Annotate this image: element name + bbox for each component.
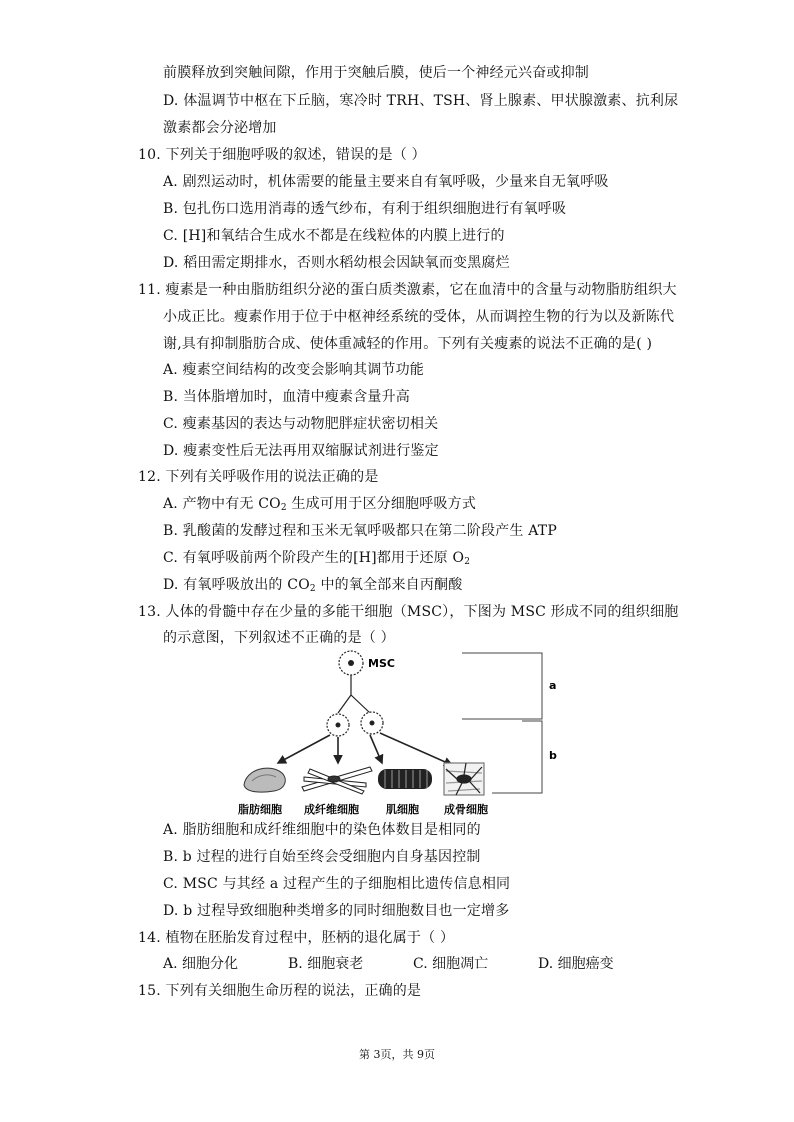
fat-cell-label: 脂肪细胞 xyxy=(238,803,282,816)
q12-option-b: B. 乳酸菌的发酵过程和玉米无氧呼吸都只在第二阶段产生 ATP xyxy=(163,523,557,539)
q10-option-b: B. 包扎伤口选用消毒的透气纱布，有利于组织细胞进行有氧呼吸 xyxy=(163,201,567,217)
msc-label: MSC xyxy=(368,657,395,670)
q11-option-c: C. 瘦素基因的表达与动物肥胖症状密切相关 xyxy=(163,416,439,432)
q15-stem: 15. 下列有关细胞生命历程的说法，正确的是 xyxy=(138,983,422,999)
q13-option-a: A. 脂肪细胞和成纤维细胞中的染色体数目是相同的 xyxy=(163,822,481,838)
q10-option-d: D. 稻田需定期排水，否则水稻幼根会因缺氧而变黑腐烂 xyxy=(163,255,510,271)
q14-stem: 14. 植物在胚胎发育过程中，胚柄的退化属于（ ） xyxy=(138,930,455,946)
q13-option-d: D. b 过程导致细胞种类增多的同时细胞数目也一定增多 xyxy=(163,903,510,919)
q12-option-d: D. 有氧呼吸放出的 $CO_2$ 中的氧全部来自丙酮酸 xyxy=(163,577,463,594)
daughter-cell-left xyxy=(327,714,349,736)
q11-option-a: A. 瘦素空间结构的改变会影响其调节功能 xyxy=(163,362,425,378)
bracket-b-label: b xyxy=(549,749,557,762)
q10-stem: 10. 下列关于细胞呼吸的叙述，错误的是（ ） xyxy=(138,147,426,163)
q12-option-a: A. 产物中有无 $CO_2$ 生成可用于区分细胞呼吸方式 xyxy=(163,496,477,513)
q12-option-c: C. 有氧呼吸前两个阶段产生的[H]都用于还原 $O_2$ xyxy=(163,550,471,567)
muscle-cell-label: 肌细胞 xyxy=(386,803,419,816)
q14-option-d: D. 细胞癌变 xyxy=(538,956,614,972)
bracket-a xyxy=(462,653,542,719)
q12-stem: 12. 下列有关呼吸作用的说法正确的是 xyxy=(138,469,379,485)
msc-cell xyxy=(339,651,363,675)
q11-option-b: B. 当体脂增加时，血清中瘦素含量升高 xyxy=(163,389,410,405)
q10-option-c: C. [H]和氧结合生成水不都是在线粒体的内膜上进行的 xyxy=(163,228,505,244)
fat-cell-image xyxy=(244,768,285,792)
fibroblast-label: 成纤维细胞 xyxy=(304,803,359,816)
prev-question-option-d-cont: 激素都会分泌增加 xyxy=(163,120,277,136)
daughter-cell-right xyxy=(361,712,383,734)
q10-option-a: A. 剧烈运动时，机体需要的能量主要来自有氧呼吸，少量来自无氧呼吸 xyxy=(163,174,609,190)
prev-question-option-d: D. 体温调节中枢在下丘脑，寒冷时 TRH、TSH、肾上腺素、甲状腺激素、抗利尿 xyxy=(163,93,679,109)
osteocyte-label: 成骨细胞 xyxy=(444,803,488,816)
muscle-cell-image xyxy=(378,769,432,789)
q11-stem-line3: 谢,具有抑制脂肪合成、使体重减轻的作用。下列有关瘦素的说法不正确的是( ) xyxy=(163,336,653,352)
page-footer: 第 3页，共 9页 xyxy=(359,1048,435,1061)
osteocyte-image xyxy=(444,763,484,795)
q14-option-c: C. 细胞凋亡 xyxy=(413,956,489,972)
q13-option-c: C. MSC 与其经 a 过程产生的子细胞相比遗传信息相同 xyxy=(163,876,511,892)
q13-option-b: B. b 过程的进行自始至终会受细胞内自身基因控制 xyxy=(163,849,481,865)
prev-question-line: 前膜释放到突触间隙，作用于突触后膜，使后一个神经元兴奋或抑制 xyxy=(163,65,589,81)
bracket-b xyxy=(492,721,542,793)
bracket-a-label: a xyxy=(549,679,557,692)
q13-stem-line2: 的示意图，下列叙述不正确的是（ ） xyxy=(163,630,395,646)
q11-stem-line2: 小成正比。瘦素作用于位于中枢神经系统的受体，从而调控生物的行为以及新陈代 xyxy=(163,309,675,325)
q13-stem-line1: 13. 人体的骨髓中存在少量的多能干细胞（MSC），下图为 MSC 形成不同的组织细胞 xyxy=(138,604,679,620)
fibroblast-image xyxy=(302,767,372,794)
q11-option-d: D. 瘦素变性后无法再用双缩脲试剂进行鉴定 xyxy=(163,443,439,459)
q14-option-a: A. 细胞分化 xyxy=(163,956,239,972)
msc-differentiation-figure xyxy=(230,645,570,820)
q14-option-b: B. 细胞衰老 xyxy=(288,956,364,972)
q11-stem-line1: 11. 瘦素是一种由脂肪组织分泌的蛋白质类激素，它在血清中的含量与动物脂肪组织大 xyxy=(138,282,677,298)
